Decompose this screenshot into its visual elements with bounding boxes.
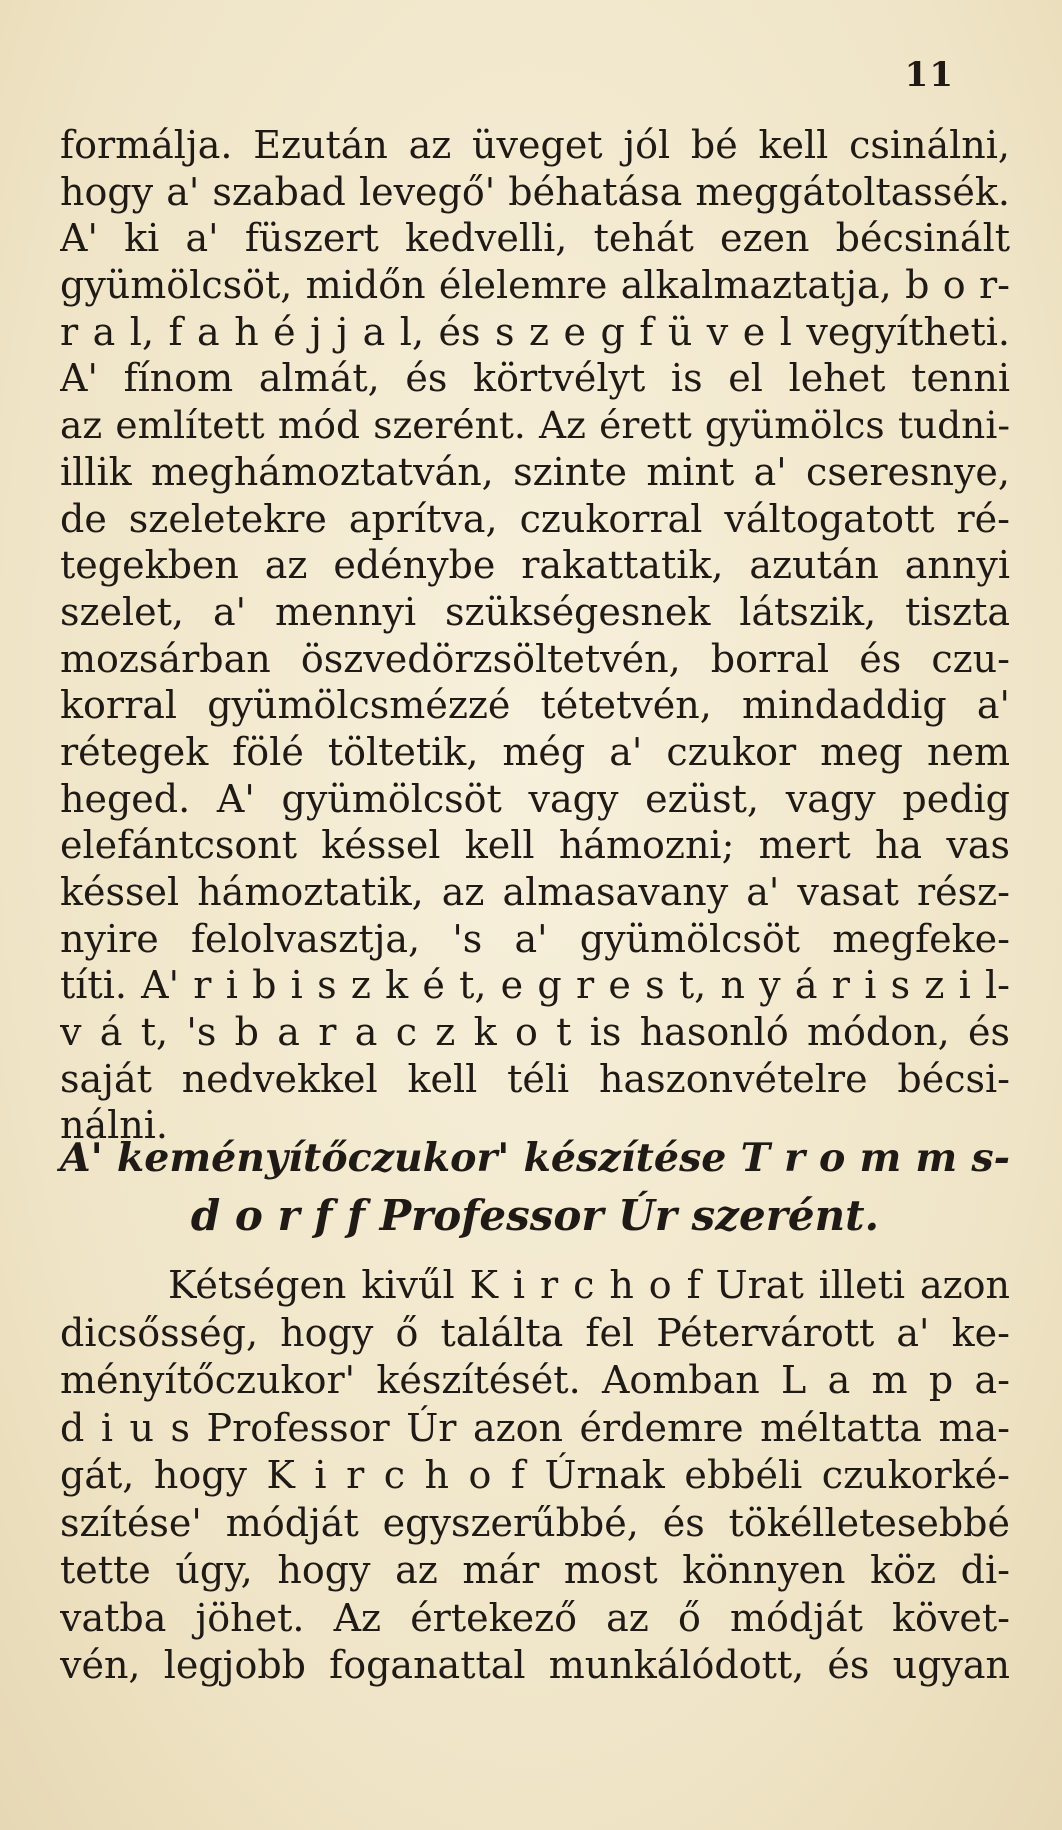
text-line: d i u s Professor Úr azon érdemre méltatta ma-	[60, 1405, 1010, 1450]
text-line: mozsárban öszvedörzsöltetvén, borral és czu-	[60, 636, 1010, 681]
text-line: hogy a' szabad levegő' béhatása meggátoltassék.	[60, 169, 1010, 214]
text-line: gyümölcsöt, midőn élelemre alkalmaztatja, b o r-	[60, 263, 1010, 308]
text-line: vén, legjobb foganattal munkálódott, és ugyan	[60, 1643, 1010, 1687]
text-line: saját nedvekkel kell téli haszonvételre bécsi-	[60, 1056, 1010, 1101]
text-line: heged. A' gyümölcsöt vagy ezüst, vagy pedig	[60, 776, 1010, 821]
text-line: formálja. Ezután az üveget jól bé kell csinálni,	[60, 123, 1010, 167]
text-line: illik meghámoztatván, szinte mint a' cseresnye,	[60, 449, 1010, 494]
section-heading-line-2: d o r f f Professor Úr szerént.	[190, 1191, 880, 1240]
text-line: elefántcsont késsel kell hámozni; mert ha vas	[60, 823, 1010, 868]
text-line: szítése' módját egyszerűbbé, és tökélletesebbé	[60, 1500, 1010, 1545]
text-line: korral gyümölcsmézzé tétetvén, mindaddig a'	[60, 683, 1010, 728]
text-line: nálni.	[60, 1103, 168, 1148]
paragraph-2	[60, 1262, 1010, 1690]
text-line: vatba jöhet. Az értekező az ő módját követ-	[60, 1595, 1010, 1640]
text-line: A' ki a' füszert kedvelli, tehát ezen bécsinált	[60, 216, 1010, 261]
text-line: v á t, 's b a r a c z k o t is hasonló módon, és	[60, 1010, 1010, 1055]
text-line: ményítőczukor' készítését. Aomban L a m p a-	[60, 1358, 1010, 1402]
text-line: de szeletekre aprítva, czukorral váltogatott ré-	[60, 496, 1010, 541]
section-heading-line-1: A' keményítőczukor' készítése T r o m m s-	[60, 1135, 1010, 1181]
text-line: rétegek fölé töltetik, még a' czukor meg nem	[60, 729, 1010, 774]
text-line: nyire felolvasztja, 's a' gyümölcsöt megfeke-	[60, 916, 1010, 961]
text-line: Kétségen kivűl K i r c h o f Urat illeti azon	[168, 1263, 1010, 1307]
text-line: szelet, a' mennyi szükségesnek látszik, tiszta	[60, 589, 1010, 634]
text-line: tette úgy, hogy az már most könnyen köz di-	[60, 1548, 1010, 1592]
text-line: A' fínom almát, és körtvélyt is el lehet tenni	[60, 356, 1010, 401]
page-number: 11	[904, 55, 954, 95]
text-line: títi. A' r i b i s z k é t, e g r e s t, n y á r i s z i l-	[60, 963, 1010, 1008]
text-line: késsel hámoztatik, az almasavany a' vasat rész-	[60, 870, 1010, 914]
text-line: dicsősség, hogy ő találta fel Pétervárott a' ke-	[60, 1310, 1010, 1355]
text-line: r a l, f a h é j j a l, és s z e g f ü v e l vegyítheti.	[60, 309, 1010, 354]
paragraph-1	[60, 122, 1010, 1149]
text-line: gát, hogy K i r c h o f Úrnak ebbéli czukorké-	[60, 1453, 1010, 1497]
text-line: tegekben az edénybe rakattatik, azután annyi	[60, 543, 1010, 588]
text-line: az említett mód szerént. Az érett gyümölcs tudni-	[60, 403, 1010, 448]
